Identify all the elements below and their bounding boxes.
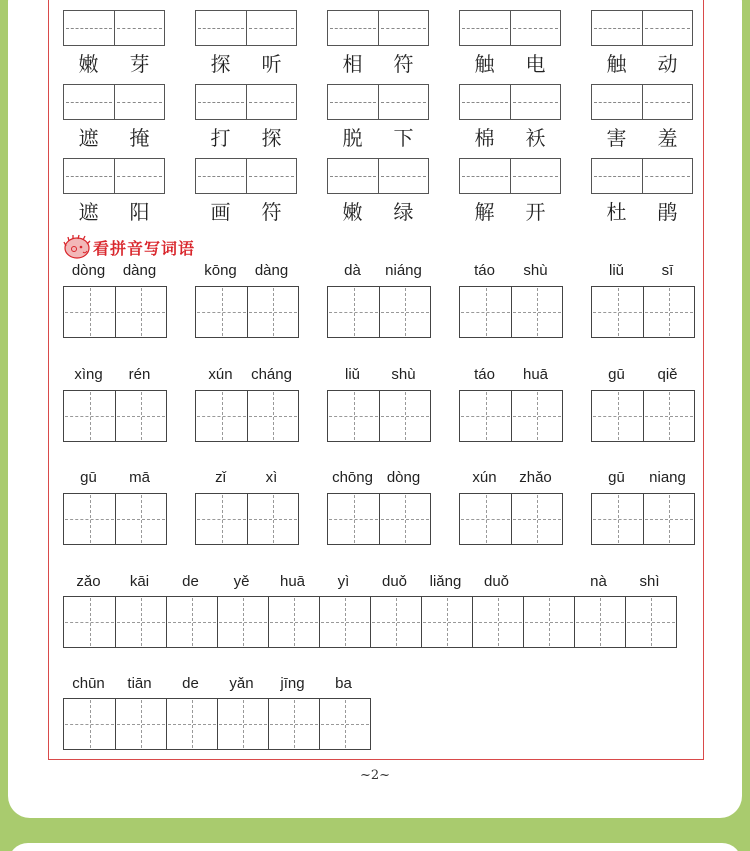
pinyin-label	[195, 366, 297, 383]
grid-square	[574, 597, 625, 647]
writing-box[interactable]	[459, 84, 561, 120]
word-label	[195, 48, 297, 77]
pinyin-syllable: qiě	[657, 366, 678, 383]
pinyin-label	[63, 469, 165, 486]
grid-square	[379, 287, 430, 337]
writing-cell	[64, 11, 114, 45]
word-label	[459, 48, 561, 77]
grid-square	[511, 494, 562, 544]
grid-square	[64, 494, 115, 544]
tianzige-grid[interactable]	[459, 493, 563, 545]
character: 下	[393, 126, 414, 150]
writing-cell	[510, 159, 561, 193]
grid-square	[511, 287, 562, 337]
pinyin-label	[195, 469, 297, 486]
writing-box[interactable]	[63, 84, 165, 120]
grid-square	[319, 699, 370, 749]
character: 画	[210, 200, 231, 224]
writing-box[interactable]	[195, 158, 297, 194]
writing-cell	[642, 159, 693, 193]
pinyin-syllable: jīng	[280, 675, 305, 692]
grid-square	[625, 597, 676, 647]
pinyin-label	[591, 469, 693, 486]
word-label	[195, 122, 297, 151]
pinyin-syllable: chūn	[72, 675, 105, 692]
pinyin-syllable: sī	[661, 262, 674, 279]
grid-square	[115, 391, 166, 441]
pinyin-syllable: cháng	[251, 366, 292, 383]
writing-cell	[114, 85, 165, 119]
writing-cell	[328, 11, 378, 45]
character: 羞	[657, 126, 678, 150]
writing-box[interactable]	[591, 84, 693, 120]
tianzige-grid[interactable]	[63, 493, 167, 545]
writing-box[interactable]	[327, 84, 429, 120]
writing-cell	[642, 85, 693, 119]
tianzige-grid[interactable]	[195, 493, 299, 545]
hedgehog-icon	[63, 234, 91, 260]
writing-cell	[510, 85, 561, 119]
pinyin-syllable: yì	[337, 573, 350, 590]
grid-square	[592, 391, 643, 441]
pinyin-syllable: shì	[639, 573, 660, 590]
character: 触	[474, 52, 495, 76]
grid-square	[247, 287, 298, 337]
tianzige-grid[interactable]	[459, 286, 563, 338]
tianzige-grid[interactable]	[195, 390, 299, 442]
grid-square	[421, 597, 472, 647]
character: 触	[606, 52, 627, 76]
writing-box[interactable]	[459, 158, 561, 194]
pinyin-syllable: xìng	[74, 366, 103, 383]
character: 符	[261, 200, 282, 224]
character: 掩	[129, 126, 150, 150]
grid-square	[115, 699, 166, 749]
grid-square	[268, 699, 319, 749]
grid-square	[217, 699, 268, 749]
writing-cell	[460, 11, 510, 45]
writing-cell	[246, 159, 297, 193]
character: 芽	[129, 52, 150, 76]
grid-square	[319, 597, 370, 647]
pinyin-syllable: kāi	[129, 573, 150, 590]
character: 害	[606, 126, 627, 150]
pinyin-label	[591, 262, 693, 279]
writing-cell	[246, 11, 297, 45]
writing-box[interactable]	[459, 10, 561, 46]
character: 电	[525, 52, 546, 76]
pinyin-syllable: rén	[128, 366, 151, 383]
pinyin-syllable: de	[182, 675, 199, 692]
writing-box[interactable]	[63, 158, 165, 194]
grid-square	[643, 391, 694, 441]
writing-cell	[378, 159, 429, 193]
pinyin-syllable: niang	[649, 469, 686, 486]
word-label	[63, 48, 165, 77]
character: 解	[474, 200, 495, 224]
grid-square	[643, 287, 694, 337]
pinyin-label	[459, 469, 561, 486]
pinyin-syllable: huā	[279, 573, 306, 590]
character: 打	[210, 126, 231, 150]
writing-box[interactable]	[591, 10, 693, 46]
grid-square	[460, 287, 511, 337]
character: 绿	[393, 200, 414, 224]
tianzige-grid[interactable]	[591, 286, 695, 338]
word-label	[459, 122, 561, 151]
word-label	[63, 122, 165, 151]
pinyin-syllable: liǔ	[344, 366, 360, 383]
grid-square	[460, 494, 511, 544]
grid-square	[379, 391, 430, 441]
word-label	[327, 122, 429, 151]
pinyin-label	[459, 366, 561, 383]
writing-box[interactable]	[591, 158, 693, 194]
character: 探	[261, 126, 282, 150]
writing-cell	[592, 11, 642, 45]
writing-cell	[378, 11, 429, 45]
writing-cell	[114, 11, 165, 45]
word-label	[327, 196, 429, 225]
grid-square	[217, 597, 268, 647]
character: 杜	[606, 200, 627, 224]
character: 嫩	[342, 200, 363, 224]
writing-cell	[246, 85, 297, 119]
character: 探	[210, 52, 231, 76]
grid-square	[247, 391, 298, 441]
grid-square	[196, 287, 247, 337]
word-label	[195, 196, 297, 225]
pinyin-label	[591, 366, 693, 383]
character: 遮	[78, 126, 99, 150]
pinyin-syllable: dòng	[386, 469, 421, 486]
writing-box[interactable]	[195, 84, 297, 120]
grid-square	[328, 494, 379, 544]
tianzige-grid[interactable]	[591, 493, 695, 545]
pinyin-label	[195, 262, 297, 279]
writing-cell	[64, 159, 114, 193]
pinyin-label	[327, 366, 429, 383]
grid-square	[196, 494, 247, 544]
pinyin-syllable: dòng	[71, 262, 106, 279]
tianzige-grid[interactable]	[195, 286, 299, 338]
tianzige-grid[interactable]	[327, 493, 431, 545]
grid-square	[523, 597, 574, 647]
writing-cell	[460, 85, 510, 119]
grid-square	[268, 597, 319, 647]
grid-square	[166, 699, 217, 749]
grid-square	[196, 391, 247, 441]
pinyin-label	[327, 469, 429, 486]
writing-cell	[196, 11, 246, 45]
pinyin-syllable: shù	[523, 262, 548, 279]
character: 听	[261, 52, 282, 76]
writing-cell	[510, 11, 561, 45]
grid-square	[166, 597, 217, 647]
next-page-card	[8, 843, 742, 851]
word-label	[591, 48, 693, 77]
character: 嫩	[78, 52, 99, 76]
writing-cell	[196, 159, 246, 193]
tianzige-grid[interactable]	[63, 698, 371, 750]
pinyin-syllable: shù	[391, 366, 416, 383]
pinyin-syllable: dàng	[122, 262, 157, 279]
writing-cell	[460, 159, 510, 193]
word-label	[459, 196, 561, 225]
grid-square	[592, 287, 643, 337]
grid-square	[592, 494, 643, 544]
pinyin-syllable: liǎng	[429, 573, 462, 590]
pinyin-syllable: xún	[472, 469, 497, 486]
writing-cell	[328, 85, 378, 119]
grid-square	[328, 391, 379, 441]
pinyin-syllable: dà	[344, 262, 361, 279]
pinyin-syllable: xì	[265, 469, 278, 486]
pinyin-syllable: gū	[80, 469, 97, 486]
writing-cell	[328, 159, 378, 193]
writing-box[interactable]	[63, 10, 165, 46]
grid-square	[511, 391, 562, 441]
pinyin-label	[327, 262, 429, 279]
grid-square	[64, 287, 115, 337]
character: 符	[393, 52, 414, 76]
pinyin-syllable: táo	[474, 366, 495, 383]
grid-square	[115, 287, 166, 337]
pinyin-syllable: niáng	[385, 262, 422, 279]
pinyin-syllable: zǎo	[76, 573, 101, 590]
pinyin-syllable: duǒ	[381, 573, 408, 590]
pinyin-syllable: nà	[590, 573, 607, 590]
character: 阳	[129, 200, 150, 224]
tianzige-grid[interactable]	[327, 286, 431, 338]
grid-square	[370, 597, 421, 647]
pinyin-syllable: mā	[129, 469, 150, 486]
grid-square	[115, 494, 166, 544]
pinyin-syllable: yǎn	[229, 675, 254, 692]
tianzige-grid[interactable]	[459, 390, 563, 442]
pinyin-label	[63, 262, 165, 279]
character: 袄	[525, 126, 546, 150]
character: 开	[525, 200, 546, 224]
grid-square	[328, 287, 379, 337]
grid-square	[472, 597, 523, 647]
writing-cell	[642, 11, 693, 45]
section-heading	[63, 234, 195, 260]
writing-cell	[114, 159, 165, 193]
writing-box[interactable]	[327, 10, 429, 46]
writing-cell	[196, 85, 246, 119]
section-title: 看拼音写词语	[93, 238, 196, 258]
pinyin-syllable: xún	[208, 366, 233, 383]
writing-cell	[592, 85, 642, 119]
word-label	[591, 122, 693, 151]
pinyin-syllable: dàng	[254, 262, 289, 279]
tianzige-grid[interactable]	[591, 390, 695, 442]
grid-square	[64, 597, 115, 647]
writing-cell	[592, 159, 642, 193]
pinyin-syllable: de	[182, 573, 199, 590]
writing-box[interactable]	[195, 10, 297, 46]
page-number: ~2~	[359, 768, 391, 783]
character: 鹃	[657, 200, 678, 224]
word-label	[327, 48, 429, 77]
character: 动	[657, 52, 678, 76]
grid-square	[64, 391, 115, 441]
pinyin-syllable: gū	[608, 469, 625, 486]
character: 遮	[78, 200, 99, 224]
pinyin-label	[63, 366, 165, 383]
pinyin-syllable: duǒ	[483, 573, 510, 590]
pinyin-syllable: liǔ	[608, 262, 624, 279]
pinyin-label	[459, 262, 561, 279]
tianzige-grid[interactable]	[63, 390, 167, 442]
character: 相	[342, 52, 363, 76]
grid-square	[460, 391, 511, 441]
word-label	[591, 196, 693, 225]
pinyin-syllable: yě	[233, 573, 250, 590]
pinyin-syllable: huā	[522, 366, 549, 383]
tianzige-grid[interactable]	[63, 286, 167, 338]
writing-cell	[378, 85, 429, 119]
grid-square	[247, 494, 298, 544]
character: 脱	[342, 126, 363, 150]
writing-cell	[64, 85, 114, 119]
writing-box[interactable]	[327, 158, 429, 194]
grid-square	[115, 597, 166, 647]
pinyin-syllable: táo	[474, 262, 495, 279]
pinyin-syllable: zǐ	[215, 469, 226, 486]
pinyin-syllable: kōng	[204, 262, 237, 279]
tianzige-grid[interactable]	[327, 390, 431, 442]
tianzige-grid[interactable]	[63, 596, 677, 648]
pinyin-syllable: tiān	[127, 675, 152, 692]
pinyin-syllable: ba	[335, 675, 352, 692]
pinyin-syllable: zhǎo	[519, 469, 552, 486]
pinyin-syllable: chōng	[332, 469, 373, 486]
grid-square	[379, 494, 430, 544]
pinyin-syllable: gū	[608, 366, 625, 383]
grid-square	[64, 699, 115, 749]
word-label	[63, 196, 165, 225]
character: 棉	[474, 126, 495, 150]
grid-square	[643, 494, 694, 544]
